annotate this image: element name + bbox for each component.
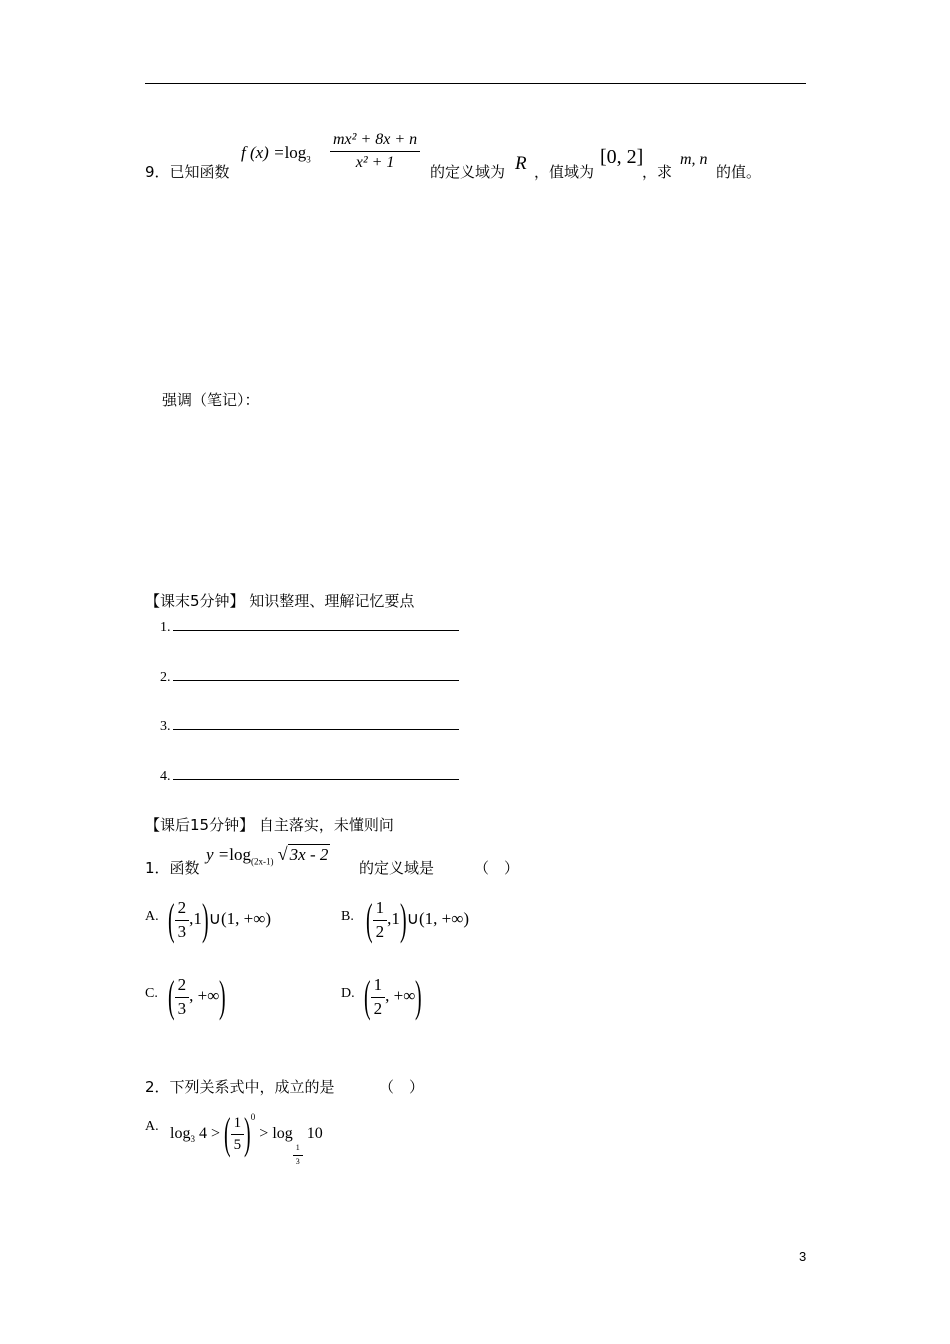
q1-optA-den: 3 [177, 921, 187, 941]
q1-optD-label: D. [341, 986, 355, 1001]
q1-answer-paren: （ ） [474, 859, 520, 877]
q1-optA-num: 2 [175, 899, 190, 921]
q1-optA-rest: ,1 [189, 908, 202, 928]
end-item-4-blank[interactable] [173, 765, 459, 780]
q1-suffix: 的定义域是 [359, 859, 435, 877]
q1-optB-expr: ( $\frac{1}{2}$ ,1)∪(1, +∞) [366, 895, 470, 944]
q2-optA-den: 5 [233, 1136, 242, 1153]
q9-text-3: ，求 [642, 163, 673, 181]
q9-function [241, 143, 311, 164]
q2-optA-log1: log [170, 1125, 191, 1142]
end-item-3-blank[interactable] [173, 715, 459, 730]
q2-optA-num: 1 [231, 1115, 245, 1135]
q1-prefix: 1．函数 [145, 859, 200, 877]
end-item-4 [160, 765, 459, 785]
end-section-heading: 【课末5分钟】 知识整理、理解记忆要点 [145, 592, 415, 610]
q1-function: $y =\log_{(2x-1)}$ √ 3x - 2 [206, 844, 329, 867]
q1-optB-label: B. [341, 909, 354, 924]
q2-optA-base2-num: 1 [293, 1144, 303, 1156]
page-number: 3 [799, 1249, 807, 1264]
end-item-4-label: 4. [160, 769, 171, 784]
end-item-2 [160, 666, 459, 686]
q2-optA-gt: > log [259, 1125, 293, 1142]
q9-mn: m, n [680, 151, 708, 168]
q1-optB-union: ∪(1, +∞) [406, 908, 470, 928]
q1-optD-rest: , +∞ [385, 985, 416, 1005]
end-item-1 [160, 616, 459, 636]
q1-log-base: (2x-1) [251, 856, 274, 867]
header-rule [145, 83, 806, 84]
q2-optA-label: A. [145, 1119, 159, 1134]
q2-optA-exp: 0 [250, 1112, 256, 1122]
q2-optA-base2-den: 3 [295, 1156, 300, 1166]
q1-radicand: 3x - 2 [289, 845, 329, 864]
q1-optD-expr: ( $\frac{1}{2}$ , +∞) [364, 972, 423, 1021]
after-section-heading: 【课后15分钟】 自主落实，未懂则问 [145, 816, 394, 834]
q9-denominator: x² + 1 [355, 153, 395, 171]
end-item-1-label: 1. [160, 620, 171, 635]
q1-optC-num: 2 [175, 976, 190, 998]
q1-optA-expr: ( $\frac{2}{3}$ ,1)∪(1, +∞) [168, 895, 272, 944]
q1-optB-num: 1 [373, 899, 388, 921]
q9-R: R [515, 153, 527, 174]
q1-optD-den: 2 [373, 998, 383, 1018]
q2-optA-base1: 3 [190, 1134, 195, 1145]
q9-fx: f (x) = [241, 143, 285, 162]
end-item-3 [160, 715, 459, 735]
end-item-2-blank[interactable] [173, 666, 459, 681]
q1-optC-expr: ( $\frac{2}{3}$ , +∞) [168, 972, 227, 1021]
notes-label: 强调（笔记）： [162, 391, 260, 409]
q9-text-2: ，值域为 [534, 163, 595, 181]
q1-optC-label: C. [145, 986, 158, 1001]
end-item-1-blank[interactable] [173, 616, 459, 631]
q9-fraction [330, 131, 420, 171]
q2-answer-paren: （ ） [379, 1078, 425, 1096]
end-item-2-label: 2. [160, 670, 171, 685]
q9-log: log [284, 143, 307, 162]
q2-optA-expr: $\log_3 4$ > ( $\frac{1}{5}$ )$^0$ > log $\frac{1}{3}$ 10 [170, 1109, 323, 1166]
q2-optA-arg2: 10 [306, 1125, 323, 1142]
q2-optA-arg1: 4 > [198, 1125, 220, 1142]
q1-log: log [229, 845, 252, 864]
q1-optC-den: 3 [177, 998, 187, 1018]
q9-text-1: 的定义域为 [430, 163, 506, 181]
q1-optB-rest: ,1 [387, 908, 400, 928]
q9-numerator: mx² + 8x + n [330, 131, 420, 152]
q1-optC-rest: , +∞ [189, 985, 220, 1005]
q1-optA-union: ∪(1, +∞) [208, 908, 272, 928]
end-item-3-label: 3. [160, 719, 171, 734]
q1-optA-label: A. [145, 909, 159, 924]
q1-optB-den: 2 [375, 921, 385, 941]
q9-log-base: 3 [306, 154, 311, 165]
q9-text-4: 的值。 [716, 163, 762, 181]
q9-number: 9．已知函数 [145, 163, 230, 181]
q9-range: [0, 2] [600, 146, 644, 168]
q1-optD-num: 1 [371, 976, 386, 998]
q2-stem: 2．下列关系式中，成立的是 [145, 1078, 335, 1096]
q1-y: y = [206, 845, 230, 864]
